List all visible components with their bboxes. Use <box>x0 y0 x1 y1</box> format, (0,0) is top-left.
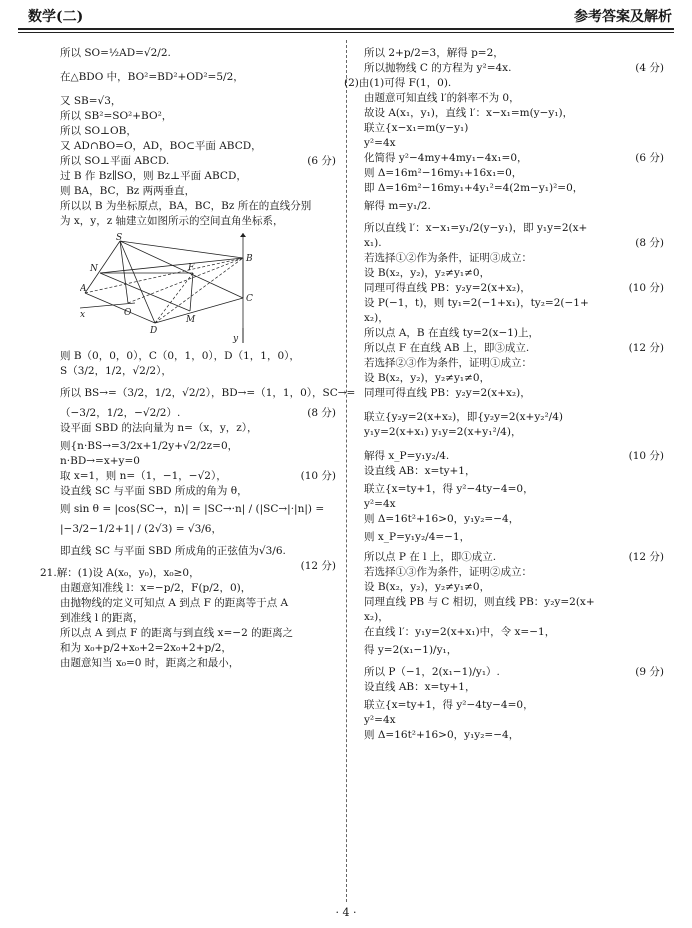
solution-line <box>40 566 336 581</box>
label-S: S <box>116 233 123 243</box>
solution-line <box>364 464 664 479</box>
solution-line <box>364 121 664 136</box>
line-gap <box>60 61 336 70</box>
label-F: F <box>188 263 195 273</box>
label-O: O <box>124 308 132 318</box>
solution-line <box>60 169 336 184</box>
solution-text: 设平面 SBD 的法向量为 n=（x，y，z）， <box>60 422 258 434</box>
solution-text: （−3/2，1/2，−√2/2）. <box>60 407 181 419</box>
solution-line <box>344 76 664 91</box>
solution-text: 和为 x₀+p/2+x₀+2=2x₀+2+p/2， <box>60 642 232 654</box>
line-gap <box>364 401 664 410</box>
solution-line <box>60 469 336 484</box>
solution-line <box>60 439 336 454</box>
solution-text: 同理直线 PB 与 C 相切，则直线 PB：y₂y=2(x+ <box>364 596 595 608</box>
solution-line <box>364 530 664 545</box>
solution-text: x₂)， <box>364 611 389 623</box>
solution-line <box>364 410 664 425</box>
solution-text: 联立{x=ty+1，得 y²−4ty−4=0， <box>364 483 534 495</box>
header-title: 参考答案及解析 <box>574 9 672 25</box>
solution-text: 又 AD∩BO=O，AD，BO⊂平面 ABCD， <box>60 140 262 152</box>
solution-text: 所以 SO⊥OB， <box>60 125 137 137</box>
score-mark: (12 分) <box>628 551 664 563</box>
solution-text: 则 Δ=16t²+16>0，y₁y₂=−4， <box>364 513 520 525</box>
solution-text: 所以点 F 在直线 AB 上，即③成立. <box>364 342 530 354</box>
solution-line <box>60 502 336 517</box>
solution-line <box>60 139 336 154</box>
solution-text: 在直线 l′：y₁y=2(x+x₁)中，令 x=−1， <box>364 626 556 638</box>
solution-text: 在△BDO 中，BO²=BD²+OD²=5/2， <box>60 71 244 83</box>
header-rule <box>18 28 674 30</box>
solution-text: 由题意知当 x₀=0 时，距离之和最小， <box>60 657 240 669</box>
solution-line <box>60 349 336 364</box>
solution-line <box>60 454 336 469</box>
line-gap <box>60 559 336 566</box>
solution-line <box>364 425 664 440</box>
score-mark: (9 分) <box>635 666 664 678</box>
solution-text: 所以 SO⊥平面 ABCD. <box>60 155 170 167</box>
column-divider <box>346 40 347 902</box>
line-gap <box>60 379 336 386</box>
solution-line <box>60 124 336 139</box>
z-arrow <box>240 233 246 237</box>
solution-line <box>364 356 664 371</box>
solution-line <box>364 91 664 106</box>
score-mark: (12 分) <box>300 560 336 572</box>
solution-text: 所以抛物线 C 的方程为 y²=4x. <box>364 62 512 74</box>
label-A: A <box>80 284 87 294</box>
score-mark: (12 分) <box>628 342 664 354</box>
label-x: x <box>80 310 86 320</box>
solution-text: 所以 2+p/2=3，解得 p=2， <box>364 47 504 59</box>
solution-line <box>364 565 664 580</box>
solution-line <box>60 199 336 214</box>
solution-text: 设 B(x₂，y₂)，y₂≠y₁≠0， <box>364 267 491 279</box>
solution-text: 得 y=2(x₁−1)/y₁， <box>364 644 458 656</box>
solution-line <box>364 595 664 610</box>
solution-line <box>364 728 664 743</box>
left-column <box>40 46 356 671</box>
solution-text: y²=4x <box>364 714 396 726</box>
solution-text: n·BD→=x+y=0 <box>60 455 140 467</box>
header-rule-thin <box>18 32 674 33</box>
solution-line <box>60 581 336 596</box>
solution-line <box>364 698 664 713</box>
solution-line <box>60 364 336 379</box>
solution-line <box>60 46 336 61</box>
solution-text: (2)由(1)可得 F(1，0). <box>344 77 452 89</box>
solution-text: 由题意知准线 l：x=−p/2，F(p/2，0)， <box>60 582 252 594</box>
solution-line <box>60 596 336 611</box>
solution-line <box>60 154 336 169</box>
solution-line <box>364 610 664 625</box>
solution-line <box>364 341 664 356</box>
solution-text: 所以 P（−1，2(x₁−1)/y₁）. <box>364 666 500 678</box>
solution-text: 所以点 P 在 l 上，即①成立. <box>364 551 497 563</box>
solution-line <box>364 46 664 61</box>
solution-text: 同理可得直线 PB：y₂y=2(x+x₂)， <box>364 387 531 399</box>
solution-text: 故设 A(x₁，y₁)，直线 l′：x−x₁=m(y−y₁)， <box>364 107 574 119</box>
edge-AB <box>85 258 243 293</box>
solution-text: 所以点 A，B 在直线 ty=2(x−1)上， <box>364 327 540 339</box>
score-mark: (8 分) <box>635 237 664 249</box>
solution-text: 解得 m=y₁/2. <box>364 200 431 212</box>
solution-text: 设直线 AB：x=ty+1， <box>364 681 476 693</box>
solution-line <box>364 449 664 464</box>
solution-line <box>364 680 664 695</box>
solution-text: 所以 BS→=（3/2，1/2，√2/2），BD→=（1，1，0），SC→= <box>60 387 356 399</box>
solution-text: 为 x，y，z 轴建立如图所示的空间直角坐标系， <box>60 215 284 227</box>
solution-text: 则{n·BS→=3/2x+1/2y+√2/2z=0， <box>60 440 239 452</box>
solution-line <box>60 656 336 671</box>
label-N: N <box>90 264 98 274</box>
line-gap <box>364 440 664 449</box>
solution-text: 若选择②③作为条件，证明①成立： <box>364 357 532 369</box>
solution-line <box>364 643 664 658</box>
solution-text: 到准线 l 的距离， <box>60 612 144 624</box>
solution-text: 所以 SO=½AD=√2/2. <box>60 47 171 59</box>
geometry-figure <box>80 233 280 343</box>
solution-text: 则 B（0，0，0），C（0，1，0），D（1，1，0）， <box>60 350 300 362</box>
solution-text: 所以以 B 为坐标原点，BA，BC，Bz 所在的直线分别 <box>60 200 312 212</box>
label-C: C <box>246 294 253 304</box>
solution-text: 设 P(−1，t)，则 ty₁=2(−1+x₁)，ty₂=2(−1+ <box>364 297 589 309</box>
solution-line <box>364 550 664 565</box>
score-mark: (10 分) <box>628 450 664 462</box>
solution-line <box>364 625 664 640</box>
solution-text: 即 Δ=16m²−16my₁+4y₁²=4(2m−y₁)²=0， <box>364 182 584 194</box>
solution-line <box>60 484 336 499</box>
solution-line <box>364 482 664 497</box>
solution-text: 联立{x−x₁=m(y−y₁) <box>364 122 469 134</box>
solution-text: 设 B(x₂，y₂)，y₂≠y₁≠0， <box>364 581 491 593</box>
solution-line <box>364 281 664 296</box>
solution-line <box>364 166 664 181</box>
solution-text: x₂)， <box>364 312 389 324</box>
edge-NB <box>100 258 243 273</box>
solution-text: 则 BA，BC，Bz 两两垂直， <box>60 185 196 197</box>
solution-text: 联立{x=ty+1，得 y²−4ty−4=0， <box>364 699 534 711</box>
line-gap <box>364 214 664 221</box>
solution-line <box>60 214 336 229</box>
solution-line <box>364 181 664 196</box>
line-gap <box>364 658 664 665</box>
line-gap <box>60 537 336 544</box>
solution-line <box>60 626 336 641</box>
solution-text: 所以 SB²=SO²+BO²， <box>60 110 173 122</box>
solution-text: y²=4x <box>364 498 396 510</box>
solution-line <box>60 421 336 436</box>
solution-text: 即直线 SC 与平面 SBD 所成角的正弦值为√3/6. <box>60 545 286 557</box>
solution-line <box>364 497 664 512</box>
solution-text: 若选择①②作为条件，证明③成立： <box>364 252 532 264</box>
solution-line <box>364 106 664 121</box>
solution-text: 联立{y₂y=2(x+x₂)，即{y₂y=2(x+y₂²/4) <box>364 411 563 423</box>
score-mark: (6 分) <box>307 155 336 167</box>
solution-text: 则 x_P=y₁y₂/4=−1， <box>364 531 471 543</box>
solution-text: 21.解：(1)设 A(x₀，y₀)，x₀≥0， <box>40 567 200 579</box>
solution-line <box>364 266 664 281</box>
solution-line <box>60 611 336 626</box>
solution-line <box>60 406 336 421</box>
solution-text: 解得 x_P=y₁y₂/4. <box>364 450 450 462</box>
solution-line <box>364 580 664 595</box>
score-mark: (10 分) <box>628 282 664 294</box>
label-y: y <box>233 334 239 343</box>
solution-line <box>364 665 664 680</box>
solution-text: 取 x=1，则 n=（1，−1，−√2）， <box>60 470 227 482</box>
score-mark: (10 分) <box>300 470 336 482</box>
edge-OB <box>128 258 243 303</box>
solution-line <box>364 136 664 151</box>
solution-line <box>364 326 664 341</box>
solution-line <box>60 70 336 85</box>
solution-line <box>364 151 664 166</box>
solution-line <box>60 109 336 124</box>
line-gap <box>60 85 336 94</box>
score-mark: (4 分) <box>635 62 664 74</box>
solution-line <box>364 61 664 76</box>
solution-line <box>364 199 664 214</box>
solution-text: 所以点 A 到点 F 的距离与到直线 x=−2 的距离之 <box>60 627 294 639</box>
solution-line <box>364 311 664 326</box>
solution-line <box>364 386 664 401</box>
solution-text: 则 Δ=16t²+16>0，y₁y₂=−4， <box>364 729 520 741</box>
solution-text: 所以直线 l′：x−x₁=y₁/2(y−y₁)，即 y₁y=2(x+ <box>364 222 588 234</box>
solution-text: 设 B(x₂，y₂)，y₂≠y₁≠0， <box>364 372 491 384</box>
solution-text: 过 B 作 Bz∥SO，则 Bz⊥平面 ABCD， <box>60 170 247 182</box>
solution-text: 由题意可知直线 l′的斜率不为 0， <box>364 92 520 104</box>
solution-text: |−3/2−1/2+1| / (2√3) = √3/6， <box>60 523 222 535</box>
solution-line <box>60 522 336 537</box>
solution-line <box>60 94 336 109</box>
solution-text: 化简得 y²−4my+4my₁−4x₁=0， <box>364 152 528 164</box>
header-subject: 数学(二) <box>28 9 84 25</box>
solution-text: 则 Δ=16m²−16my₁+16x₁=0， <box>364 167 523 179</box>
solution-line <box>60 184 336 199</box>
solution-line <box>364 251 664 266</box>
solution-text: S（3/2，1/2，√2/2）， <box>60 365 172 377</box>
score-mark: (8 分) <box>307 407 336 419</box>
solution-line <box>364 221 664 236</box>
solution-text: y²=4x <box>364 137 396 149</box>
solution-text: 设直线 AB：x=ty+1， <box>364 465 476 477</box>
label-M: M <box>186 315 196 325</box>
solution-line <box>60 544 336 559</box>
solution-line <box>364 371 664 386</box>
solution-line <box>60 386 356 401</box>
solution-text: 设直线 SC 与平面 SBD 所成的角为 θ， <box>60 485 248 497</box>
label-B: B <box>246 254 253 264</box>
solution-line <box>364 713 664 728</box>
solution-text: 若选择①③作为条件，证明②成立： <box>364 566 532 578</box>
solution-text: 同理可得直线 PB：y₂y=2(x+x₂)， <box>364 282 531 294</box>
solution-text: 则 sin θ = |cos⟨SC→，n⟩| = |SC→·n| / (|SC→|·|n|) = <box>60 503 325 515</box>
label-D: D <box>150 326 158 336</box>
solution-text: 由抛物线的定义可知点 A 到点 F 的距离等于点 A <box>60 597 289 609</box>
solution-line <box>364 296 664 311</box>
right-column <box>344 46 664 743</box>
solution-text: x₁). <box>364 237 382 249</box>
solution-line <box>60 641 336 656</box>
solution-text: y₁y=2(x+x₁) y₁y=2(x+y₁²/4)， <box>364 426 522 438</box>
solution-line <box>364 512 664 527</box>
solution-line <box>364 236 664 251</box>
solution-text: 又 SB=√3， <box>60 95 122 107</box>
score-mark: (6 分) <box>635 152 664 164</box>
page-number: · 4 · <box>335 906 357 919</box>
